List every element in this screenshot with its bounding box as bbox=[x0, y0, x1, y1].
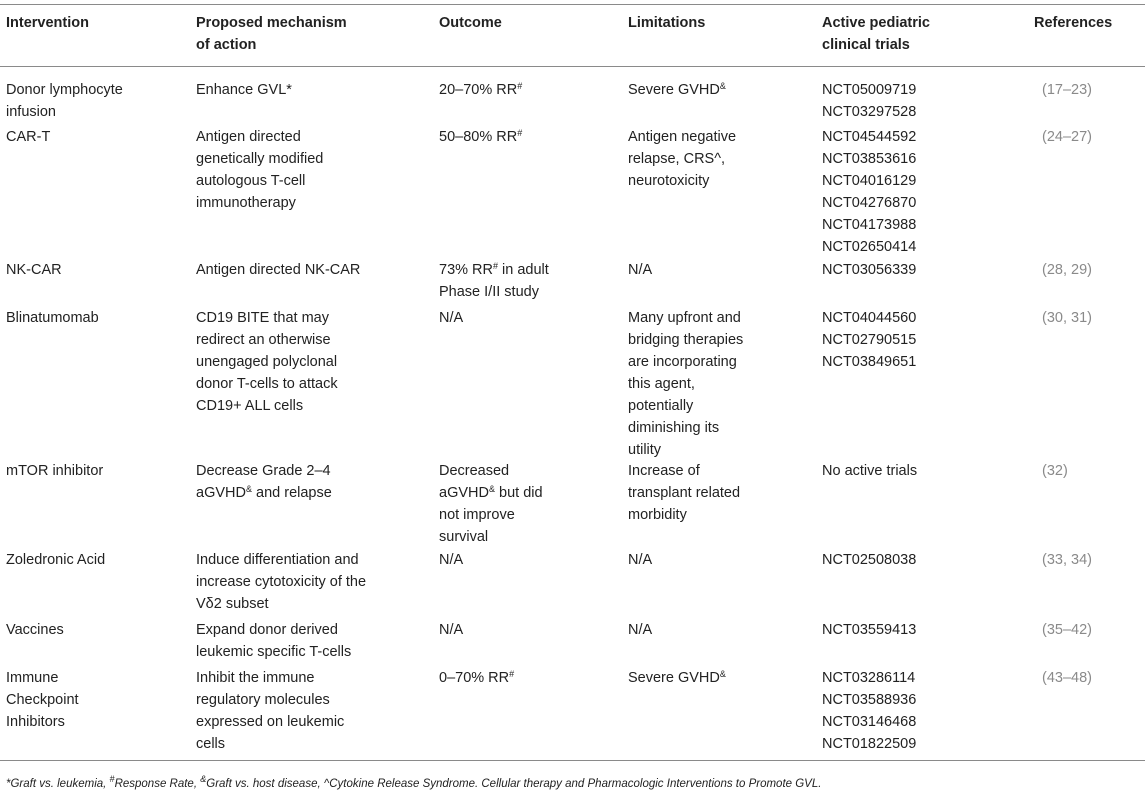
cell-outcome: 50–80% RR# bbox=[439, 128, 523, 145]
table-top-rule bbox=[0, 4, 1145, 5]
cell-intervention: mTOR inhibitor bbox=[6, 463, 104, 479]
header-limitations: Limitations bbox=[628, 15, 706, 31]
cell-limitations: Many upfront and bridging therapies are incorporating this agent, potentially diminishing its utility bbox=[628, 310, 744, 458]
cell-mechanism: Induce differentiation and increase cytotoxicity of the Vδ2 subset bbox=[196, 552, 367, 612]
cell-intervention: NK-CAR bbox=[6, 262, 62, 278]
cell-references: (33, 34) bbox=[1042, 552, 1092, 568]
cell-references: (35–42) bbox=[1042, 622, 1092, 638]
cell-intervention: CAR-T bbox=[6, 129, 51, 145]
cell-limitations: Increase of transplant related morbidity bbox=[628, 463, 741, 523]
cell-mechanism: Expand donor derived leukemic specific T-cells bbox=[196, 622, 352, 660]
cell-outcome: N/A bbox=[439, 622, 464, 638]
cell-intervention: Immune Checkpoint Inhibitors bbox=[6, 670, 79, 730]
cell-mechanism: Antigen directed genetically modified autologous T-cell immunotherapy bbox=[196, 129, 324, 211]
header-outcome: Outcome bbox=[439, 15, 502, 31]
cell-references: (28, 29) bbox=[1042, 262, 1092, 278]
cell-trials: NCT03056339 bbox=[822, 262, 917, 278]
cell-references: (30, 31) bbox=[1042, 310, 1092, 326]
cell-limitations: Antigen negative relapse, CRS^, neurotoxicity bbox=[628, 129, 737, 189]
header-trials: Active pediatric clinical trials bbox=[822, 15, 930, 53]
header-intervention: Intervention bbox=[6, 15, 89, 31]
header-mechanism: Proposed mechanism of action bbox=[196, 15, 347, 53]
cell-limitations: N/A bbox=[628, 622, 653, 638]
cell-mechanism: Enhance GVL* bbox=[196, 82, 292, 98]
cell-mechanism: Antigen directed NK-CAR bbox=[196, 262, 361, 278]
cell-intervention: Zoledronic Acid bbox=[6, 552, 106, 568]
cell-outcome: Decreased aGVHD& but did not improve survival bbox=[439, 463, 543, 545]
header-references: References bbox=[1034, 15, 1113, 31]
cell-trials: NCT03559413 bbox=[822, 622, 917, 638]
cell-trials: NCT04044560 NCT02790515 NCT03849651 bbox=[822, 310, 917, 370]
cell-trials: NCT02508038 bbox=[822, 552, 917, 568]
table-bottom-rule bbox=[0, 760, 1145, 761]
cell-trials: NCT04544592 NCT03853616 NCT04016129 NCT04276870 NCT04173988 NCT02650414 bbox=[822, 129, 917, 255]
cell-references: (24–27) bbox=[1042, 129, 1092, 145]
cell-outcome: 73% RR# in adult Phase I/II study bbox=[439, 261, 549, 300]
cell-references: (17–23) bbox=[1042, 82, 1092, 98]
cell-outcome: 0–70% RR# bbox=[439, 669, 515, 686]
cell-trials: NCT03286114 NCT03588936 NCT03146468 NCT01822509 bbox=[822, 670, 917, 752]
cell-limitations: N/A bbox=[628, 552, 653, 568]
cell-outcome: N/A bbox=[439, 552, 464, 568]
cell-limitations: N/A bbox=[628, 262, 653, 278]
cell-limitations: Severe GVHD& bbox=[628, 669, 726, 686]
cell-mechanism: Decrease Grade 2–4 aGVHD& and relapse bbox=[196, 463, 332, 501]
cell-trials: NCT05009719 NCT03297528 bbox=[822, 82, 917, 120]
cell-trials: No active trials bbox=[822, 463, 918, 479]
cell-intervention: Vaccines bbox=[6, 622, 64, 638]
cell-intervention: Blinatumomab bbox=[6, 310, 99, 326]
cell-outcome: N/A bbox=[439, 310, 464, 326]
table-footnote: *Graft vs. leukemia, #Response Rate, &Graft vs. host disease, ^Cytokine Release Syndrome. Cellular therapy and Pharmacologic Interventions to Promote GVL. bbox=[6, 774, 822, 790]
cell-limitations: Severe GVHD& bbox=[628, 81, 726, 98]
cell-references: (43–48) bbox=[1042, 670, 1092, 686]
cell-mechanism: CD19 BITE that may redirect an otherwise unengaged polyclonal donor T-cells to attack CD19+ ALL cells bbox=[196, 310, 338, 414]
cell-references: (32) bbox=[1042, 463, 1068, 479]
cell-mechanism: Inhibit the immune regulatory molecules expressed on leukemic cells bbox=[196, 670, 345, 752]
cell-outcome: 20–70% RR# bbox=[439, 81, 523, 98]
header-bottom-rule bbox=[0, 66, 1145, 67]
cell-intervention: Donor lymphocyte infusion bbox=[6, 82, 123, 120]
